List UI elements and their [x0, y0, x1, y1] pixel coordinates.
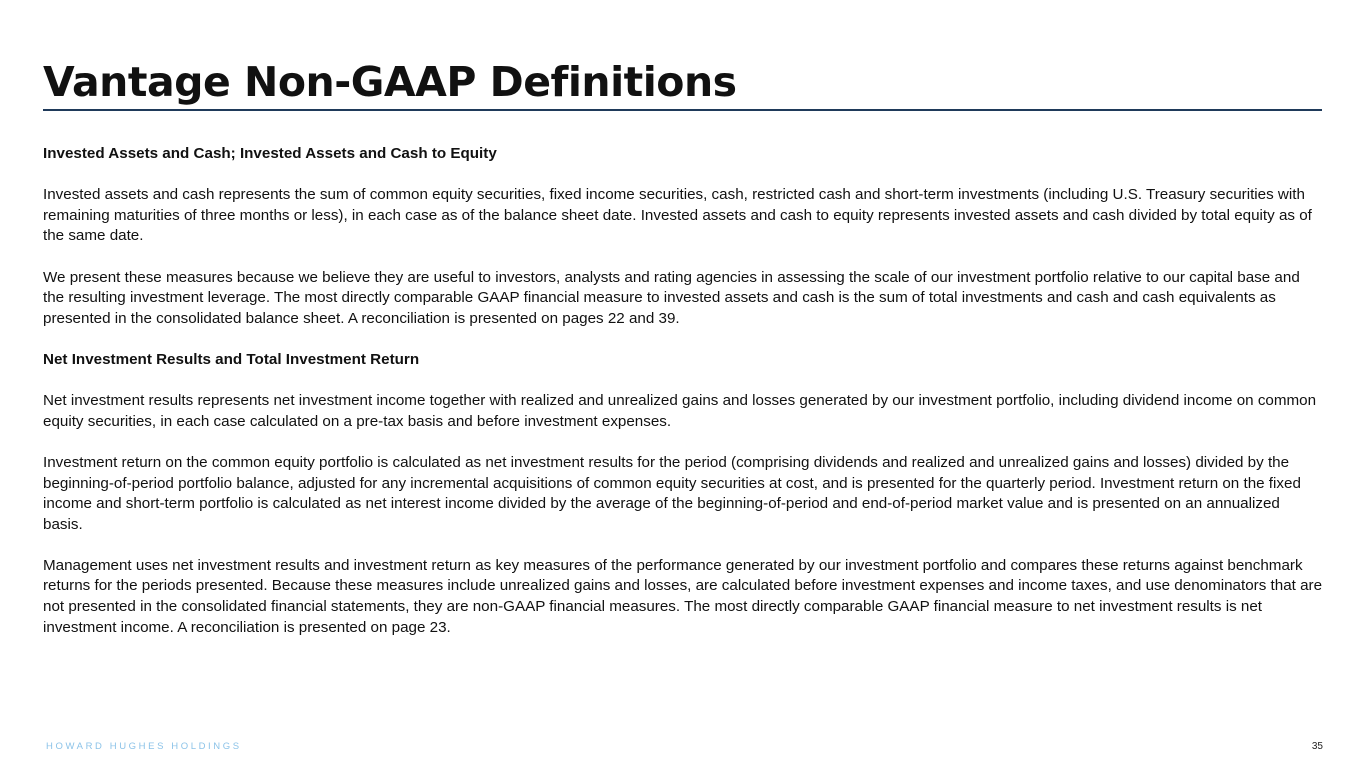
paragraph-management-use: Management uses net investment results and investment return as key measures of the performance generated by our investment portfolio and compares these returns against benchmark returns for the periods presented. Because these measures include unrealized gains and losses, are calculated before investment expenses and income taxes, and use denominators that are not presented in the consolidated financial statements, they are non-GAAP financial measures. The most directly comparable GAAP financial measure to net investment results is net investment income. A reconciliation is presented on page 23.: [43, 556, 1323, 636]
paragraph-investment-return-definition: Investment return on the common equity portfolio is calculated as net investment results for the period (comprising dividends and realized and unrealized gains and losses) divided by the beginning-of-period portfolio balance, adjusted for any incremental acquisitions of common equity securities at cost, and is presented for the quarterly period. Investment return on the fixed income and short-term portfolio is calculated as net interest income divided by the average of the beginning-of-period and end-of-period market value and is presented on an annualized basis.: [43, 453, 1301, 533]
title-divider: [43, 109, 1322, 111]
slide-content: [43, 144, 1323, 659]
section-heading-invested-assets: Invested Assets and Cash; Invested Assets and Cash to Equity: [43, 145, 497, 162]
paragraph-invested-assets-definition: Invested assets and cash represents the sum of common equity securities, fixed income securities, cash, restricted cash and short-term investments (including U.S. Treasury securities with remaining maturities of three months or less), in each case as of the balance sheet date. Invested assets and cash to equity represents invested assets and cash divided by total equity as of the same date.: [43, 186, 1312, 245]
paragraph-net-investment-results-definition: Net investment results represents net investment income together with realized and unrealized gains and losses generated by our investment portfolio, including dividend income on common equity securities, in each case calculated on a pre-tax basis and before investment expenses.: [43, 392, 1317, 430]
section-heading-net-investment-results: Net Investment Results and Total Investment Return: [43, 350, 420, 368]
paragraph-invested-assets-rationale: We present these measures because we believe they are useful to investors, analysts and rating agencies in assessing the scale of our investment portfolio relative to our capital base and the resulting investment leverage. The most directly comparable GAAP financial measure to invested assets and cash is the sum of total investments and cash and cash equivalents as presented in the consolidated balance sheet. A reconciliation is presented on pages 22 and 39.: [43, 268, 1300, 327]
footer-brand-logo: HOWARD HUGHES HOLDINGS: [46, 741, 242, 752]
page-title: Vantage Non-GAAP Definitions: [43, 58, 737, 106]
page-number: 35: [1311, 741, 1323, 752]
